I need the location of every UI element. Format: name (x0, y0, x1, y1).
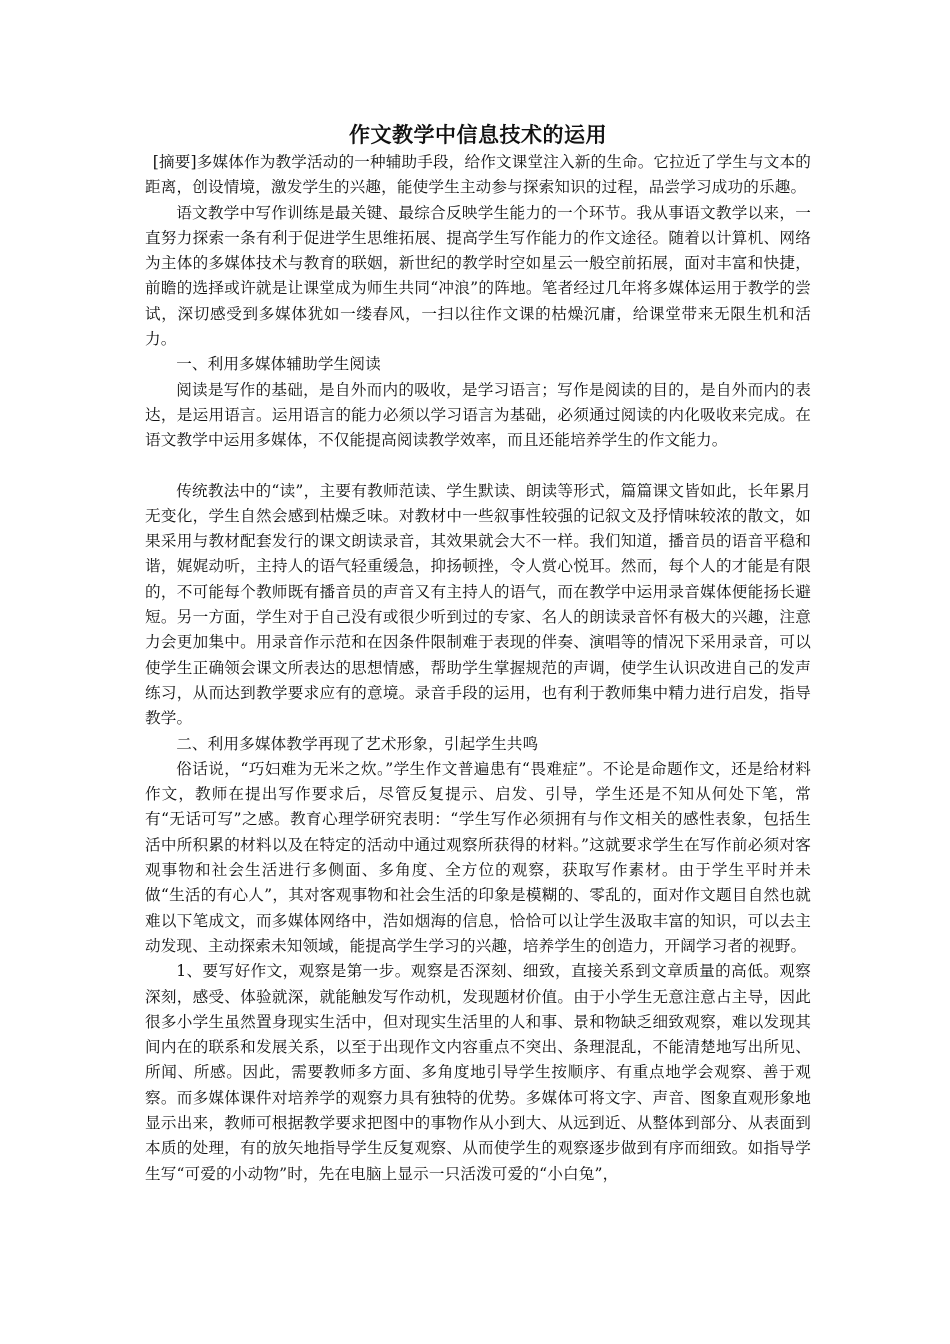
abstract-paragraph: [摘要]多媒体作为教学活动的一种辅助手段，给作文课堂注入新的生命。它拉近了学生与文本的距离，创设情境，激发学生的兴趣，能使学生主动参与探索知识的过程，品尝学习成功的乐趣。 (145, 153, 811, 197)
art-paragraph-2: 1、要写好作文，观察是第一步。观察是否深刻、细致，直接关系到文章质量的高低。观察深刻，感受、体验就深，就能触发写作动机，发现题材价值。由于小学生无意注意占主导，因此很多小学生虽然置身现实生活中，但对现实生活里的人和事、景和物缺乏细致观察，难以发现其间内在的联系和发展关系，以至于出现作文内容重点不突出、条理混乱，不能清楚地写出所见、所闻、所感。因此，需要教师多方面、多角度地引导学生按顺序、有重点地学会观察、善于观察。而多媒体课件对培养学的观察力具有独特的优势。多媒体可将文字、声音、图象直观形象地显示出来，教师可根据教学要求把图中的事物作从小到大、从远到近、从整体到部分、从表面到本质的处理，有的放矢地指导学生反复观察、从而使学生的观察逐步做到有序而细致。如指导学生写“可爱的小动物”时，先在电脑上显示一只活泼可爱的“小白兔”， (145, 962, 811, 1183)
document-title: 作文教学中信息技术的运用 (349, 122, 607, 147)
intro-paragraph: 语文教学中写作训练是最关键、最综合反映学生能力的一个环节。我从事语文教学以来，一直努力探索一条有利于促进学生思维拓展、提高学生写作能力的作文途径。随着以计算机、网络为主体的多媒体技术与教育的联姻，新世纪的教学时空如星云一般空前拓展，面对丰富和快捷，前瞻的选择或许就是让课堂成为师生共同“冲浪”的阵地。笔者经过几年将多媒体运用于教学的尝试，深切感受到多媒体犹如一缕春风，一扫以往作文课的枯燥沉庸，给课堂带来无限生机和活力。 (145, 203, 811, 349)
document-page (145, 120, 811, 1187)
blank-line (145, 454, 811, 479)
section-heading-reading: 一、利用多媒体辅助学生阅读 (176, 355, 381, 374)
section-heading-art-images: 二、利用多媒体教学再现了艺术形象，引起学生共鸣 (176, 734, 539, 753)
art-paragraph-1: 俗话说，“巧妇难为无米之炊。”学生作文普遍患有“畏难症”。不论是命题作文，还是给材料作文，教师在提出写作要求后，尽管反复提示、启发、引导，学生还是不知从何处下笔，常有“无话可写”之感。教育心理学研究表明：“学生写作必须拥有与作文相关的感性表象，包括生活中所积累的材料以及在特定的活动中通过观察所获得的材料。”这就要求学生在写作前必须对客观事物和社会生活进行多侧面、多角度、全方位的观察，获取写作素材。由于学生平时并未做“生活的有心人”，其对客观事物和社会生活的印象是模糊的、零乱的，面对作文题目自然也就难以下笔成文，而多媒体网络中，浩如烟海的信息，恰恰可以让学生汲取丰富的知识，可以去主动发现、主动探索未知领域，能提高学生学习的兴趣，培养学生的创造力，开阔学习者的视野。 (145, 759, 811, 955)
reading-paragraph-2: 传统教法中的“读”，主要有教师范读、学生默读、朗读等形式，篇篇课文皆如此，长年累月无变化，学生自然会感到枯燥乏味。对教材中一些叙事性较强的记叙文及抒情味较浓的散文，如果采用与教材配套发行的课文朗读录音，其效果就会大不一样。我们知道，播音员的语音平稳和谐，娓娓动听，主持人的语气轻重缓急，抑扬顿挫，令人赏心悦耳。然而，每个人的才能是有限的，不可能每个教师既有播音员的声音又有主持人的语气，而在教学中运用录音媒体便能扬长避短。另一方面，学生对于自己没有或很少听到过的专家、名人的朗读录音怀有极大的兴趣，注意力会更加集中。用录音作示范和在因条件限制难于表现的伴奏、演唱等的情况下采用录音，可以使学生正确领会课文所表达的思想情感，帮助学生掌握规范的声调，使学生认识改进自己的发声练习，从而达到教学要求应有的意境。录音手段的运用，也有利于教师集中精力进行启发，指导教学。 (145, 481, 811, 728)
reading-paragraph-1: 阅读是写作的基础，是自外而内的吸收，是学习语言；写作是阅读的目的，是自外而内的表达，是运用语言。运用语言的能力必须以学习语言为基础，必须通过阅读的内化吸收来完成。在语文教学中运用多媒体，不仅能提高阅读教学效率，而且还能培养学生的作文能力。 (145, 380, 811, 450)
